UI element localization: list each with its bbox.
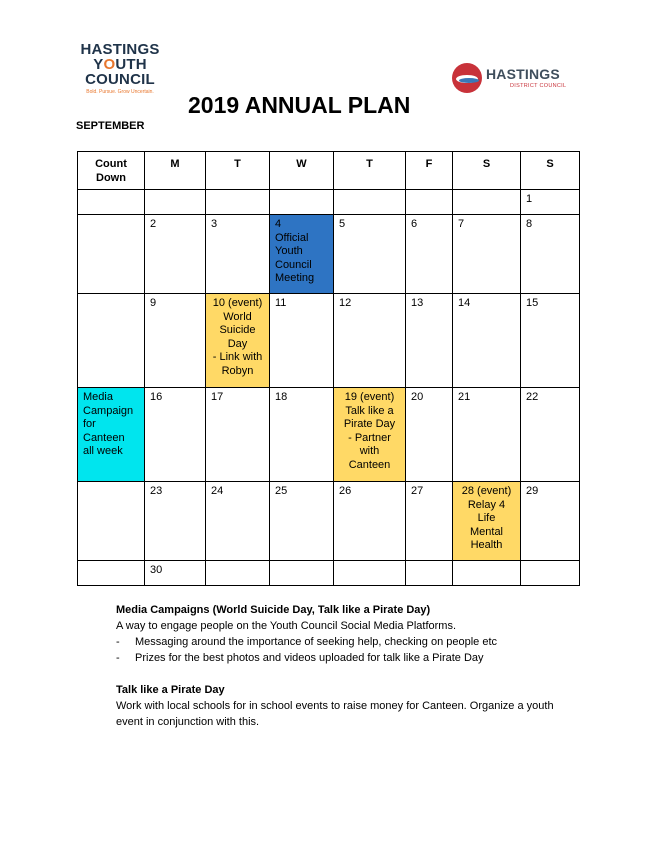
- day-cell: 23: [145, 482, 206, 561]
- countdown-cell: Media Campaign for Canteen all week: [78, 388, 145, 482]
- day-cell: 27: [406, 482, 453, 561]
- day-cell: 1: [521, 190, 580, 215]
- council-subtitle: DISTRICT COUNCIL: [510, 83, 567, 89]
- pirate-day-text: Work with local schools for in school events to raise money for Canteen. Organize a youth event in conjunction with this.: [116, 700, 554, 728]
- day-cell: 28 (event) Relay 4 Life Mental Health: [453, 482, 521, 561]
- calendar-week-row: [78, 215, 580, 294]
- hastings-youth-council-logo: [80, 42, 160, 95]
- day-cell: 2: [145, 215, 206, 294]
- calendar-header-cell: W: [270, 152, 334, 190]
- day-cell: [270, 190, 334, 215]
- media-campaigns-heading: Media Campaigns (World Suicide Day, Talk like a Pirate Day): [116, 604, 431, 616]
- logo-line-2: YOUTH: [93, 56, 147, 73]
- day-cell: [406, 561, 453, 586]
- page-title: 2019 ANNUAL PLAN: [188, 92, 411, 118]
- day-cell: [453, 190, 521, 215]
- calendar-header-cell: T: [334, 152, 406, 190]
- hastings-district-council-logo: [452, 60, 570, 96]
- day-cell: 22: [521, 388, 580, 482]
- day-cell: 6: [406, 215, 453, 294]
- month-label: SEPTEMBER: [76, 120, 145, 132]
- day-cell: 16: [145, 388, 206, 482]
- day-cell: 14: [453, 294, 521, 388]
- day-cell: 8: [521, 215, 580, 294]
- day-cell: 17: [206, 388, 270, 482]
- countdown-cell: [78, 482, 145, 561]
- day-cell: 24: [206, 482, 270, 561]
- media-campaigns-text: A way to engage people on the Youth Council Social Media Platforms.: [116, 620, 457, 632]
- day-cell: [145, 190, 206, 215]
- calendar-header-cell: F: [406, 152, 453, 190]
- countdown-cell: [78, 561, 145, 586]
- calendar-header-cell: Count Down: [78, 152, 145, 190]
- logo-tagline: Bold. Pursue. Grow Uncertain.: [86, 89, 154, 95]
- countdown-cell: [78, 215, 145, 294]
- calendar-header-cell: S: [453, 152, 521, 190]
- day-cell: 29: [521, 482, 580, 561]
- day-cell: 20: [406, 388, 453, 482]
- calendar-header-cell: T: [206, 152, 270, 190]
- day-cell: 26: [334, 482, 406, 561]
- council-emblem-icon: [452, 63, 482, 93]
- day-cell: [406, 190, 453, 215]
- council-name: HASTINGS: [486, 66, 560, 82]
- countdown-cell: [78, 294, 145, 388]
- calendar-header-cell: S: [521, 152, 580, 190]
- day-cell: [453, 561, 521, 586]
- logo-line-1: HASTINGS: [80, 41, 160, 58]
- day-cell: 13: [406, 294, 453, 388]
- day-cell: 4 Official Youth Council Meeting: [270, 215, 334, 294]
- day-cell: 7: [453, 215, 521, 294]
- day-cell: 30: [145, 561, 206, 586]
- day-cell: 19 (event) Talk like a Pirate Day - Partner with Canteen: [334, 388, 406, 482]
- calendar-week-row: [78, 388, 580, 482]
- day-cell: 9: [145, 294, 206, 388]
- day-cell: 18: [270, 388, 334, 482]
- day-cell: 10 (event) World Suicide Day - Link with Robyn: [206, 294, 270, 388]
- day-cell: 25: [270, 482, 334, 561]
- calendar-week-row: [78, 294, 580, 388]
- calendar-week-row: [78, 482, 580, 561]
- day-cell: [270, 561, 334, 586]
- logo-line-3: COUNCIL: [85, 71, 155, 88]
- day-cell: [206, 190, 270, 215]
- countdown-cell: [78, 190, 145, 215]
- day-cell: 21: [453, 388, 521, 482]
- notes-section: [116, 602, 576, 730]
- day-cell: [334, 190, 406, 215]
- calendar-header-row: [78, 152, 580, 190]
- day-cell: [521, 561, 580, 586]
- day-cell: 3: [206, 215, 270, 294]
- day-cell: 5: [334, 215, 406, 294]
- pirate-day-heading: Talk like a Pirate Day: [116, 684, 225, 696]
- day-cell: 15: [521, 294, 580, 388]
- calendar-week-row: [78, 561, 580, 586]
- calendar-week-row: [78, 190, 580, 215]
- day-cell: [206, 561, 270, 586]
- bullet-item: - Messaging around the importance of seeking help, checking on people etc: [116, 636, 498, 648]
- day-cell: 11: [270, 294, 334, 388]
- bullet-item: - Prizes for the best photos and videos uploaded for talk like a Pirate Day: [116, 652, 484, 664]
- day-cell: [334, 561, 406, 586]
- calendar-table: [77, 151, 580, 586]
- calendar-header-cell: M: [145, 152, 206, 190]
- day-cell: 12: [334, 294, 406, 388]
